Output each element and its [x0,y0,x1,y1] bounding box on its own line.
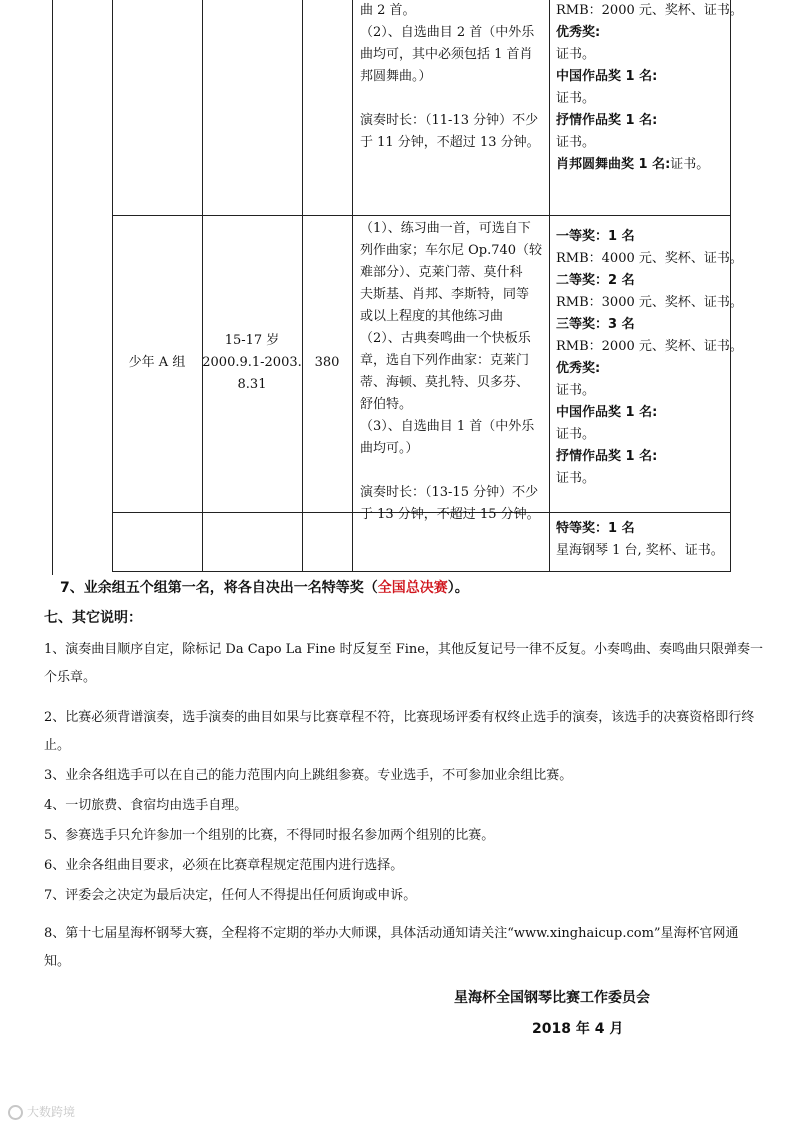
note-highlight: 全国总决赛 [377,580,448,596]
award-label: 优秀奖: [556,361,601,376]
award-label: 二等奖：2 名 [556,273,635,288]
repertoire-line: 曲均可。） [360,441,419,456]
award-line [556,66,743,88]
signature-date: 2018 年 4 月 [532,1021,624,1037]
age-line: 2000.9.1-2003. [202,355,302,370]
award-line [556,110,743,132]
award-label: 一等奖：1 名 [556,229,635,244]
table-col-line [352,0,353,572]
award-detail: RMB：2000 元、奖杯、证书。 [556,339,743,354]
award-line [556,248,743,270]
award-detail: 证书。 [670,157,710,172]
repertoire-line: 于 13 分钟，不超过 15 分钟。 [360,507,540,522]
entry-fee: 380 [314,355,340,370]
age-line: 15-17 岁 [224,333,280,348]
award-line [556,22,743,44]
signature-org: 星海杯全国钢琴比赛工作委员会 [454,990,650,1006]
section-title: 七、其它说明： [44,610,142,626]
rule-3: 3、业余各组选手可以在自己的能力范围内向上跳组参赛。专业选手，不可参加业余组比赛。 [44,768,573,783]
award-line [556,44,743,66]
award-line [556,468,743,490]
award-detail: RMB：2000 元、奖杯、证书。 [556,3,743,18]
note-text-after: ）。 [447,580,469,596]
award-line [556,314,743,336]
award-detail: 证书。 [556,383,596,398]
repertoire-line: 列作曲家；车尔尼 Op.740（较 [360,243,543,258]
row-top-awards [556,0,743,176]
repertoire-line: （1）、练习曲一首，可选自下 [360,221,531,236]
award-label: 特等奖：1 名 [556,521,635,536]
rule-1: 1、演奏曲目顺序自定，除标记 Da Capo La Fine 时反复至 Fine，其他反复记号一律不反复。小奏鸣曲、奏鸣曲只限弹奏一个乐章。 [44,642,763,685]
rule-6: 6、业余各组曲目要求，必须在比赛章程规定范围内进行选择。 [44,858,404,873]
award-line [556,402,743,424]
award-detail: 证书。 [556,91,596,106]
repertoire-line: 曲均可，其中必须包括 1 首肖 [360,47,533,62]
award-line [556,446,743,468]
award-label: 三等奖：3 名 [556,317,635,332]
award-detail: 证书。 [556,471,596,486]
award-line [556,540,724,562]
award-label: 肖邦圆舞曲奖 1 名: [556,157,671,172]
age-line: 8.31 [237,377,267,392]
repertoire-line [360,88,540,110]
award-detail: 证书。 [556,427,596,442]
age-range [202,330,302,396]
repertoire-line: 曲 2 首。 [360,3,416,18]
watermark [8,1103,75,1120]
table-row-line [112,571,731,572]
table-col-line [549,0,550,572]
award-line [556,270,743,292]
repertoire-line: （3）、自选曲目 1 首（中外乐 [360,419,535,434]
repertoire-line: （2）、自选曲目 2 首（中外乐 [360,25,535,40]
award-line [556,132,743,154]
award-line [556,358,743,380]
award-line [556,226,743,248]
award-line [556,0,743,22]
note-text-before: 7、业余组五个组第一名，将各自决出一名特等奖（ [60,580,378,596]
rule-8: 8、第十七届星海杯钢琴大赛，全程将不定期的举办大师课，具体活动通知请关注“www.xinghaicup.com”星海杯官网通知。 [44,926,739,969]
award-label: 抒情作品奖 1 名: [556,113,658,128]
award-detail: RMB：3000 元、奖杯、证书。 [556,295,743,310]
rule-5: 5、参赛选手只允许参加一个组别的比赛，不得同时报名参加两个组别的比赛。 [44,828,495,843]
table-col-line [202,0,203,572]
award-line [556,424,743,446]
repertoire-line: 于 11 分钟，不超过 13 分钟。 [360,135,540,150]
watermark-logo-icon [8,1105,23,1120]
award-detail: 星海钢琴 1 台, 奖杯、证书。 [556,543,724,558]
award-line [556,88,743,110]
row-top-repertoire [360,0,540,154]
award-line [556,292,743,314]
repertoire-line: 难部分）、克莱门蒂、莫什科 [360,265,523,280]
award-line [556,380,743,402]
watermark-text: 大数跨境 [27,1105,76,1119]
repertoire-line: 章，选自下列作曲家：克莱门 [360,353,530,368]
note-grand-prize [60,576,469,600]
repertoire-line [360,460,542,482]
row-mid-awards [556,226,743,490]
award-line [556,336,743,358]
repertoire-line: 夫斯基、肖邦、李斯特，同等 [360,287,530,302]
repertoire-line: 蒂、海顿、莫扎特、贝多芬、 [360,375,530,390]
award-detail: RMB：4000 元、奖杯、证书。 [556,251,743,266]
award-line [556,154,743,176]
repertoire-line: 演奏时长：（13-15 分钟）不少 [360,485,539,500]
repertoire-line: 邦圆舞曲。） [360,69,432,84]
award-label: 中国作品奖 1 名: [556,69,658,84]
award-label: 中国作品奖 1 名: [556,405,658,420]
award-label: 抒情作品奖 1 名: [556,449,658,464]
award-detail: 证书。 [556,47,596,62]
award-line [556,518,724,540]
repertoire-line: 或以上程度的其他练习曲 [360,309,504,324]
award-label: 优秀奖: [556,25,601,40]
rule-2: 2、比赛必须背谱演奏，选手演奏的曲目如果与比赛章程不符，比赛现场评委有权终止选手的演奏，该选手的决赛资格即行终止。 [44,710,755,753]
row-bottom-awards [556,518,724,562]
group-name: 少年 A 组 [128,355,186,370]
row-mid-repertoire [360,218,542,526]
repertoire-line: 演奏时长：（11-13 分钟）不少 [360,113,539,128]
repertoire-line: （2）、古典奏鸣曲一个快板乐 [360,331,531,346]
rule-4: 4、一切旅费、食宿均由选手自理。 [44,798,248,813]
award-detail: 证书。 [556,135,596,150]
table-border-left-outer [52,0,53,575]
table-row-line [112,215,731,216]
table-col-line [112,0,113,572]
repertoire-line: 舒伯特。 [360,397,413,412]
rule-7: 7、评委会之决定为最后决定，任何人不得提出任何质询或申诉。 [44,888,417,903]
table-col-line [302,0,303,572]
